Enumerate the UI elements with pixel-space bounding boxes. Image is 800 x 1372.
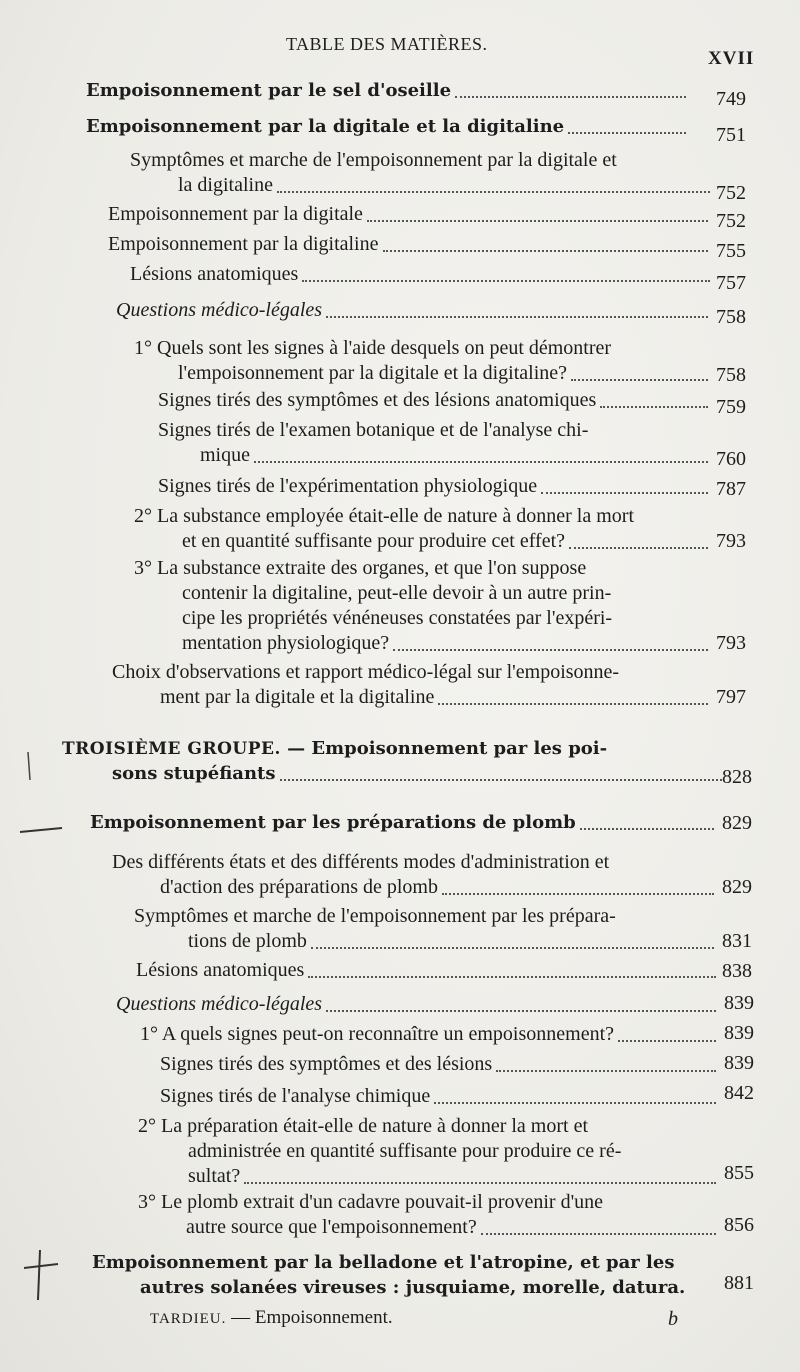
entry-page: 787 [716,478,746,500]
entry-title: Empoisonnement par les préparations de plomb [90,812,576,833]
entry-page: 758 [716,306,746,328]
entry-title-line-1: 1° Quels sont les signes à l'aide desquels on peut démontrer [134,337,612,359]
entry-title: Empoisonnement par la digitale et la digitaline [86,116,565,137]
entry-page: 793 [716,632,746,654]
pencil-cross-mark [24,1250,58,1300]
entry-title-line-1: — Empoisonnement par les poi- [280,738,608,759]
entry-title: Signes tirés de l'expérimentation physiologique [158,475,538,497]
entry-title-line-1: 2° La substance employée était-elle de nature à donner la mort [134,505,635,527]
running-title: TABLE DES MATIÈRES. [286,34,488,54]
pencil-tick-mark [28,752,30,780]
entry-title-line-1: Choix d'observations et rapport médico-légal sur l'empoisonne- [112,661,620,683]
entry-page: 752 [716,210,746,232]
entry-title-line-1: 3° Le plomb extrait d'un cadavre pouvait-il provenir d'une [138,1191,604,1213]
entry-title-line-2: autre source que l'empoisonnement? [186,1216,477,1238]
entry-title-line-1: Des différents états et des différents modes d'administration et [112,851,610,873]
group-label: TROISIÈME GROUPE. [62,739,281,759]
entry-page: 842 [724,1082,754,1104]
entry-title-line-2: et en quantité suffisante pour produire cet effet? [182,530,565,552]
entry-title: Empoisonnement par la digitaline [108,233,379,255]
entry-page: 828 [722,766,752,788]
signature-mark: b [668,1308,678,1330]
page-folio: XVII [708,48,755,69]
footer-book-title: Empoisonnement. [254,1307,393,1328]
entry-title-line-2: mique [200,444,250,466]
entry-title: Empoisonnement par le sel d'oseille [86,80,452,101]
entry-title-line-2: la digitaline [178,174,273,196]
entry-title-line-1: 2° La préparation était-elle de nature à donner la mort et [138,1115,589,1137]
entry-page: 797 [716,686,746,708]
entry-title-line-4: mentation physiologique? [182,632,390,654]
entry-page: 755 [716,240,746,262]
entry-title-line-3: sultat? [188,1165,241,1187]
entry-title-line-2: sons stupéfiants [112,763,276,784]
entry-title: Signes tirés de l'analyse chimique [160,1085,431,1107]
entry-page: 749 [716,88,746,110]
entry-page: 757 [716,272,746,294]
entry-page: 856 [724,1214,754,1236]
entry-title: Empoisonnement par la digitale [108,203,363,225]
entry-page: 760 [716,448,746,470]
entry-page: 839 [724,992,754,1014]
entry-page: 751 [716,124,746,146]
entry-title: Signes tirés des symptômes et des lésions anatomiques [158,389,597,411]
entry-page: 793 [716,530,746,552]
entry-title-line-2: contenir la digitaline, peut-elle devoir à un autre prin- [182,582,612,604]
entry-page: 838 [722,960,752,982]
footer-author: TARDIEU. [150,1311,227,1327]
entry-page: 881 [724,1272,754,1294]
entry-page: 839 [724,1022,754,1044]
entry-title-line-2: administrée en quantité suffisante pour produire ce ré- [188,1140,622,1162]
entry-title-line-2: d'action des préparations de plomb [160,876,438,898]
entry-title: Questions médico-légales [116,993,323,1015]
entry-page: 831 [722,930,752,952]
entry-title: Lésions anatomiques [130,263,299,285]
entry-title-line-2: autres solanées vireuses : jusquiame, morelle, datura. [140,1277,686,1298]
entry-title: 1° A quels signes peut-on reconnaître un empoisonnement? [140,1023,615,1045]
entry-title-line-1: Signes tirés de l'examen botanique et de l'analyse chi- [158,419,589,441]
entry-title: Signes tirés des symptômes et des lésions [160,1053,493,1075]
entry-page: 752 [716,182,746,204]
entry-title-line-2: ment par la digitale et la digitaline [160,686,435,708]
entry-title-line-3: cipe les propriétés vénéneuses constatées par l'expéri- [182,607,613,629]
entry-page: 839 [724,1052,754,1074]
entry-page: 855 [724,1162,754,1184]
entry-title-line-2: l'empoisonnement par la digitale et la digitaline? [178,362,568,384]
entry-title-line-1: Empoisonnement par la belladone et l'atropine, et par les [92,1252,675,1273]
pencil-dash-mark [20,828,62,832]
entry-title-line-2: tions de plomb [188,930,307,952]
entry-page: 829 [722,876,752,898]
entry-page: 759 [716,396,746,418]
entry-title-line-1: 3° La substance extraite des organes, et que l'on suppose [134,557,587,579]
entry-title-line-1: Symptômes et marche de l'empoisonnement par les prépara- [134,905,616,927]
footer-dash: — [226,1307,255,1328]
entry-title-line-1: Symptômes et marche de l'empoisonnement par la digitale et [130,149,617,171]
entry-page: 758 [716,364,746,386]
entry-title: Lésions anatomiques [136,959,305,981]
entry-title: Questions médico-légales [116,299,323,321]
entry-page: 829 [722,812,752,834]
